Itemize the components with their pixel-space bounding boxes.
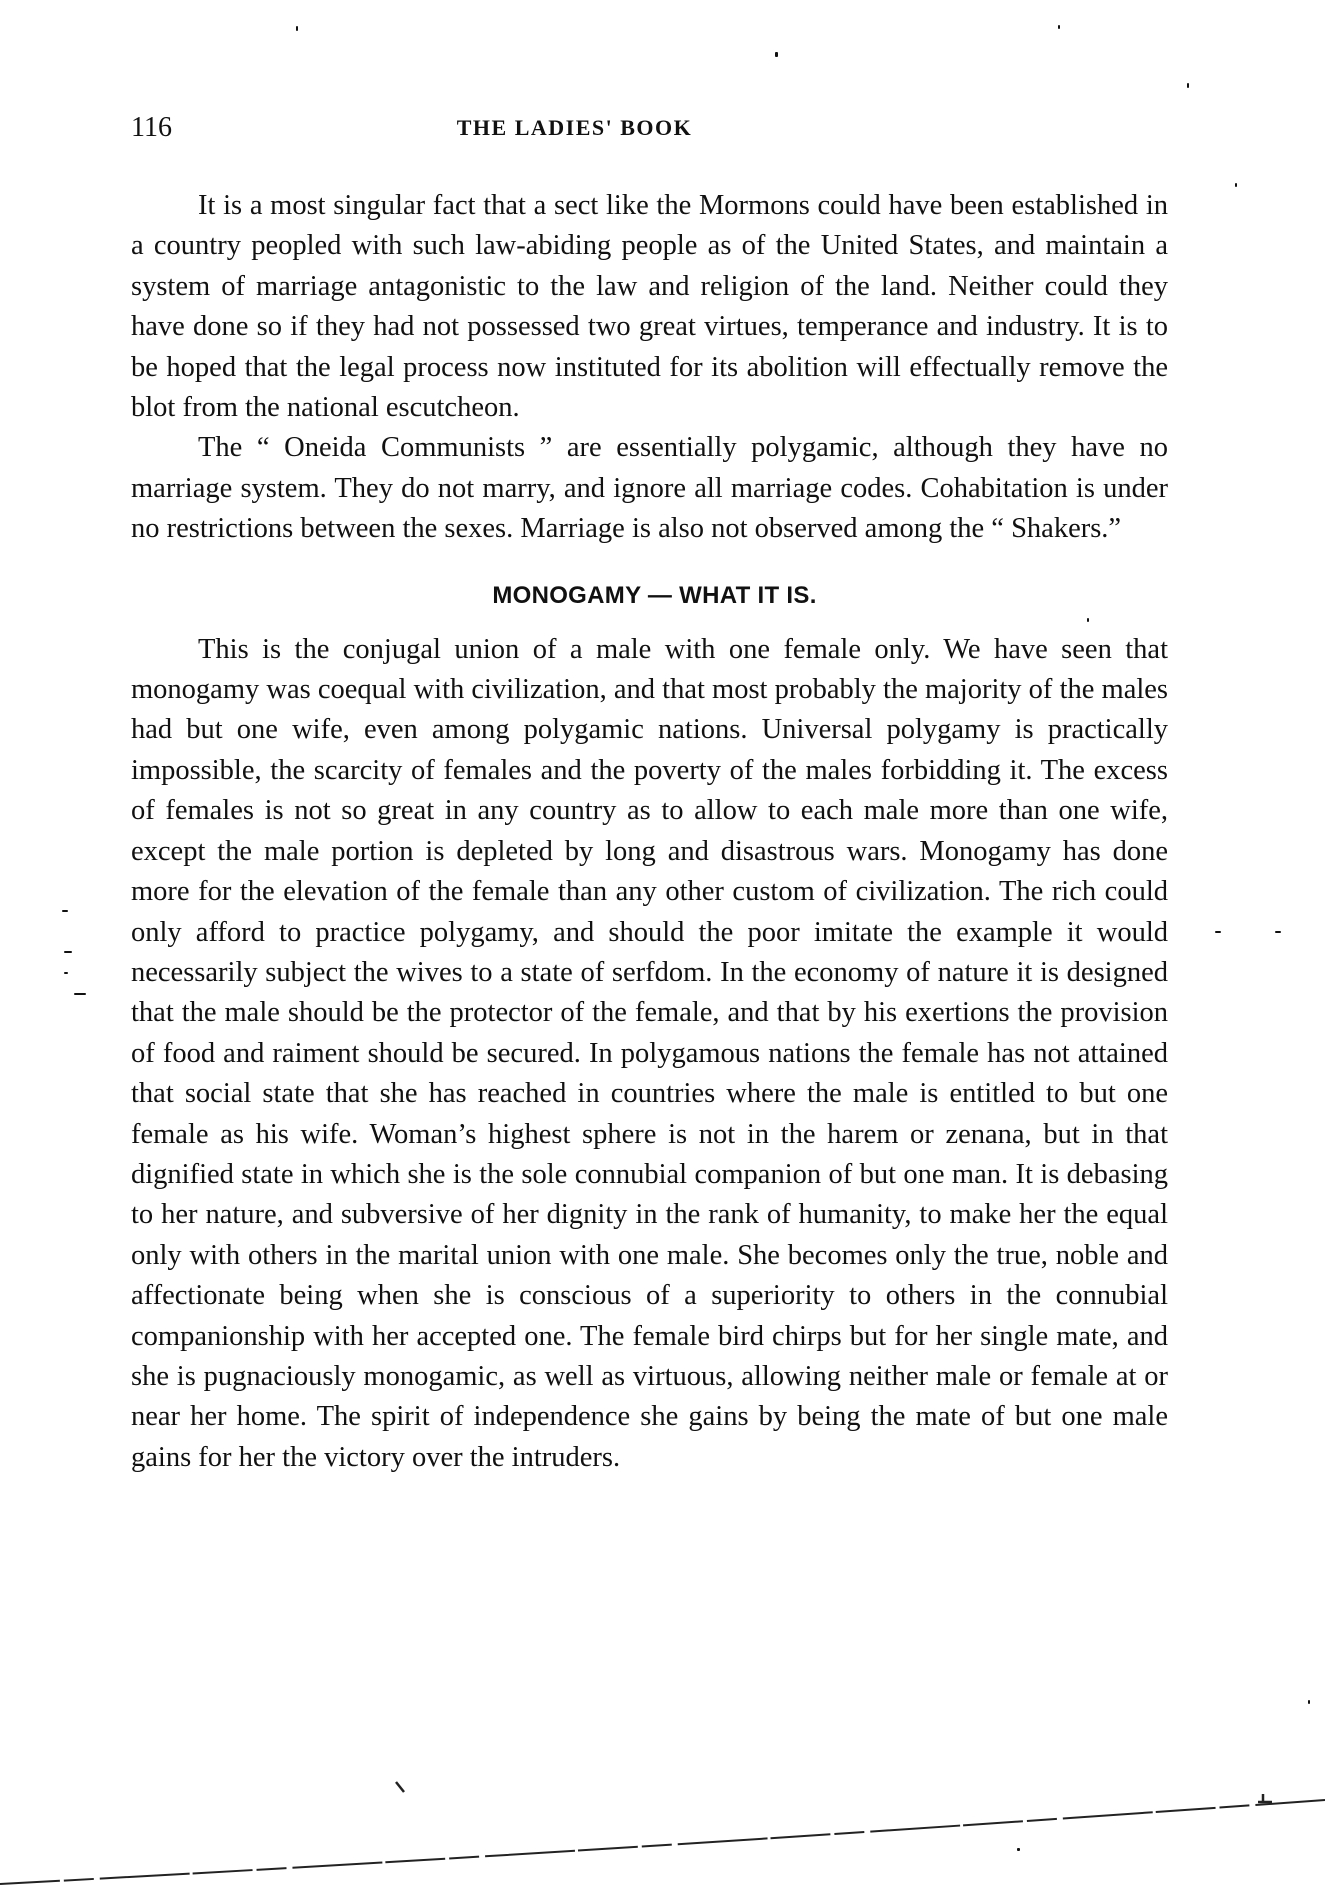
paragraph-mormons: It is a most singular fact that a sect like the Mormons could have been established in a country peopled with such law-abiding people as of the United States, and maintain a system of marriage antagonistic to the law and religion of the land. Neither could they have done so if they had not possessed two great virtues, temperance and industry. It is to be hoped that the legal process now instituted for its abolition will effectually remove the blot from the national escutcheon. xyxy=(131,190,1168,424)
section-heading: MONOGAMY — WHAT IT IS. xyxy=(492,581,817,609)
book-title: THE LADIES' BOOK xyxy=(456,115,693,140)
page-number: 116 xyxy=(131,112,172,143)
paragraph-oneida: The “ Oneida Communists ” are essentially polygamic, although they have no marriage system. They do not marry, and ignore all marriage codes. Cohabitation is under no restrictions between the sexes. Marriage is also not observed among the “ Shakers.” xyxy=(131,432,1168,545)
paragraph-monogamy: This is the conjugal union of a male with one female only. We have seen that monogamy was coequal with civilization, and that most probably the majority of the males had but one wife, even among polygamic nations. Universal polygamy is practically impossible, the scarcity of females and the poverty of the males forbidding it. The excess of females is not so great in any country as to allow to each male more than one wife, except the male portion is depleted by long and disastrous wars. Monogamy has done more for the elevation of the female than any other custom of civilization. The rich could only afford to practice polygamy, and should the poor imitate the example it would necessarily subject the wives to a state of serfdom. In the economy of nature it is designed that the male should be the protector of the female, and that by his exertions the provision of food and raiment should be secured. In polygamous nations the female has not attained that social state that she has reached in countries where the male is entitled to but one female as his wife. Woman’s highest sphere is not in the harem or zenana, but in that dignified state in which she is the sole connubial companion of but one man. It is debasing to her nature, and subversive of her dignity in the rank of humanity, to make her the equal only with others in the marital union with one male. She becomes only the true, noble and affectionate being when she is conscious of a superiority to others in the connubial companionship with her accepted one. The female bird chirps but for her single mate, and she is pugnaciously monogamic, as well as virtuous, allowing neither male or female at or near her home. The spirit of independence she gains by being the mate of but one male gains for her the victory over the intruders. xyxy=(131,633,1168,1473)
